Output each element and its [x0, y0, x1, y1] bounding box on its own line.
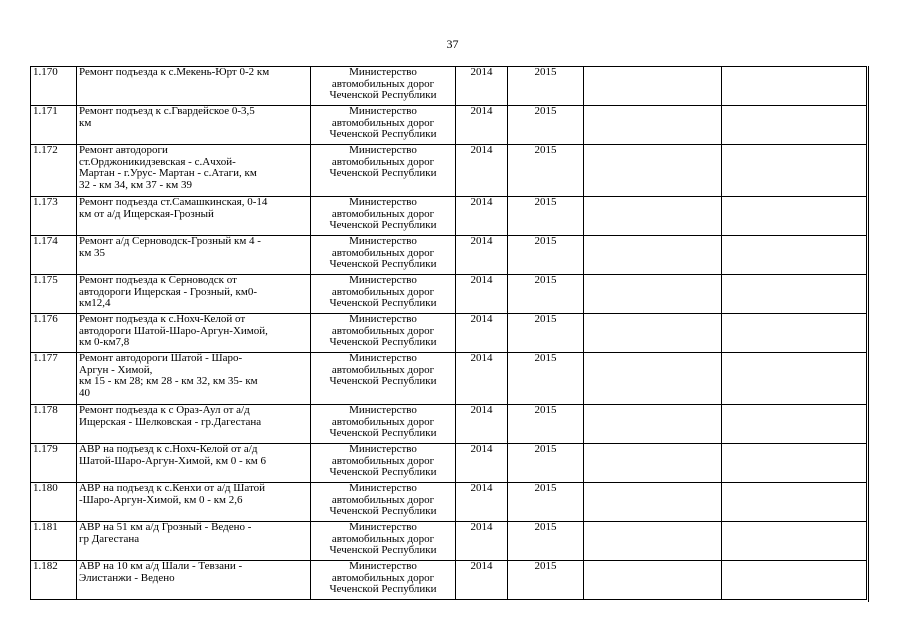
responsible-organization: Министерство автомобильных дорог Чеченской Республики — [311, 561, 456, 600]
row-number: 1.181 — [31, 522, 77, 561]
end-year: 2015 — [508, 444, 584, 483]
work-name: Ремонт подъезда к Серноводск от автодороги Ищерская - Грозный, км0- км12,4 — [77, 275, 311, 314]
work-name: АВР на 10 км а/д Шали - Тевзани - Элистанжи - Ведено — [77, 561, 311, 600]
work-name: Ремонт автодороги Шатой - Шаро- Аргун - Химой, км 15 - км 28; км 28 - км 32, км 35- км 40 — [77, 353, 311, 405]
empty-cell — [722, 444, 867, 483]
table-row — [31, 236, 867, 275]
end-year: 2015 — [508, 197, 584, 236]
responsible-organization: Министерство автомобильных дорог Чеченской Республики — [311, 522, 456, 561]
row-number: 1.172 — [31, 145, 77, 197]
table-row — [31, 67, 867, 106]
empty-cell — [722, 236, 867, 275]
program-table — [30, 66, 867, 600]
work-name: Ремонт подъезда ст.Самашкинская, 0-14 км от а/д Ищерская-Грозный — [77, 197, 311, 236]
table-row — [31, 483, 867, 522]
start-year: 2014 — [456, 522, 508, 561]
table-row — [31, 561, 867, 600]
start-year: 2014 — [456, 314, 508, 353]
responsible-organization: Министерство автомобильных дорог Чеченской Республики — [311, 106, 456, 145]
end-year: 2015 — [508, 483, 584, 522]
start-year: 2014 — [456, 197, 508, 236]
empty-cell — [584, 314, 722, 353]
table-row — [31, 145, 867, 197]
work-name: Ремонт подъезд к с.Гвардейское 0-3,5 км — [77, 106, 311, 145]
row-number: 1.182 — [31, 561, 77, 600]
row-number: 1.174 — [31, 236, 77, 275]
start-year: 2014 — [456, 353, 508, 405]
end-year: 2015 — [508, 353, 584, 405]
end-year: 2015 — [508, 405, 584, 444]
row-number: 1.177 — [31, 353, 77, 405]
table-row — [31, 275, 867, 314]
empty-cell — [722, 483, 867, 522]
empty-cell — [722, 353, 867, 405]
empty-cell — [722, 67, 867, 106]
responsible-organization: Министерство автомобильных дорог Чеченской Республики — [311, 145, 456, 197]
empty-cell — [584, 353, 722, 405]
responsible-organization: Министерство автомобильных дорог Чеченской Республики — [311, 197, 456, 236]
work-name: АВР на подъезд к с.Кенхи от а/д Шатой -Шаро-Аргун-Химой, км 0 - км 2,6 — [77, 483, 311, 522]
row-number: 1.175 — [31, 275, 77, 314]
row-number: 1.171 — [31, 106, 77, 145]
end-year: 2015 — [508, 561, 584, 600]
row-number: 1.176 — [31, 314, 77, 353]
responsible-organization: Министерство автомобильных дорог Чеченской Республики — [311, 236, 456, 275]
end-year: 2015 — [508, 314, 584, 353]
empty-cell — [722, 145, 867, 197]
empty-cell — [584, 561, 722, 600]
end-year: 2015 — [508, 145, 584, 197]
empty-cell — [584, 236, 722, 275]
empty-cell — [722, 314, 867, 353]
table-row — [31, 405, 867, 444]
work-name: Ремонт подъезда к с.Мекень-Юрт 0-2 км — [77, 67, 311, 106]
row-number: 1.173 — [31, 197, 77, 236]
empty-cell — [584, 67, 722, 106]
responsible-organization: Министерство автомобильных дорог Чеченской Республики — [311, 275, 456, 314]
end-year: 2015 — [508, 236, 584, 275]
start-year: 2014 — [456, 483, 508, 522]
work-name: Ремонт подъезда к с.Нохч-Келой от автодороги Шатой-Шаро-Аргун-Химой, км 0-км7,8 — [77, 314, 311, 353]
table-row — [31, 522, 867, 561]
row-number: 1.179 — [31, 444, 77, 483]
start-year: 2014 — [456, 145, 508, 197]
end-year: 2015 — [508, 275, 584, 314]
start-year: 2014 — [456, 275, 508, 314]
responsible-organization: Министерство автомобильных дорог Чеченской Республики — [311, 444, 456, 483]
work-name: АВР на подъезд к с.Нохч-Келой от а/д Шатой-Шаро-Аргун-Химой, км 0 - км 6 — [77, 444, 311, 483]
end-year: 2015 — [508, 522, 584, 561]
table-right-border — [868, 66, 869, 602]
end-year: 2015 — [508, 106, 584, 145]
empty-cell — [584, 197, 722, 236]
empty-cell — [584, 444, 722, 483]
table-row — [31, 353, 867, 405]
empty-cell — [584, 483, 722, 522]
empty-cell — [722, 405, 867, 444]
responsible-organization: Министерство автомобильных дорог Чеченской Республики — [311, 483, 456, 522]
start-year: 2014 — [456, 106, 508, 145]
empty-cell — [722, 106, 867, 145]
empty-cell — [584, 145, 722, 197]
work-name: АВР на 51 км а/д Грозный - Ведено - гр Дагестана — [77, 522, 311, 561]
row-number: 1.170 — [31, 67, 77, 106]
empty-cell — [584, 106, 722, 145]
table-row — [31, 314, 867, 353]
work-name: Ремонт автодороги ст.Орджоникидзевская - с.Ачхой- Мартан - г.Урус- Мартан - с.Атаги, км 32 - км 34, км 37 - км 39 — [77, 145, 311, 197]
start-year: 2014 — [456, 405, 508, 444]
empty-cell — [584, 522, 722, 561]
responsible-organization: Министерство автомобильных дорог Чеченской Республики — [311, 314, 456, 353]
start-year: 2014 — [456, 444, 508, 483]
empty-cell — [584, 275, 722, 314]
end-year: 2015 — [508, 67, 584, 106]
start-year: 2014 — [456, 67, 508, 106]
empty-cell — [722, 197, 867, 236]
page-number: 37 — [446, 37, 459, 51]
start-year: 2014 — [456, 561, 508, 600]
row-number: 1.180 — [31, 483, 77, 522]
responsible-organization: Министерство автомобильных дорог Чеченской Республики — [311, 67, 456, 106]
empty-cell — [722, 522, 867, 561]
empty-cell — [722, 561, 867, 600]
table-row — [31, 444, 867, 483]
table-row — [31, 197, 867, 236]
empty-cell — [584, 405, 722, 444]
responsible-organization: Министерство автомобильных дорог Чеченской Республики — [311, 353, 456, 405]
start-year: 2014 — [456, 236, 508, 275]
work-name: Ремонт подъезда к с Ораз-Аул от а/д Ищерская - Шелковская - гр.Дагестана — [77, 405, 311, 444]
work-name: Ремонт а/д Серноводск-Грозный км 4 - км 35 — [77, 236, 311, 275]
row-number: 1.178 — [31, 405, 77, 444]
empty-cell — [722, 275, 867, 314]
table-row — [31, 106, 867, 145]
program-table-body — [31, 67, 867, 600]
responsible-organization: Министерство автомобильных дорог Чеченской Республики — [311, 405, 456, 444]
